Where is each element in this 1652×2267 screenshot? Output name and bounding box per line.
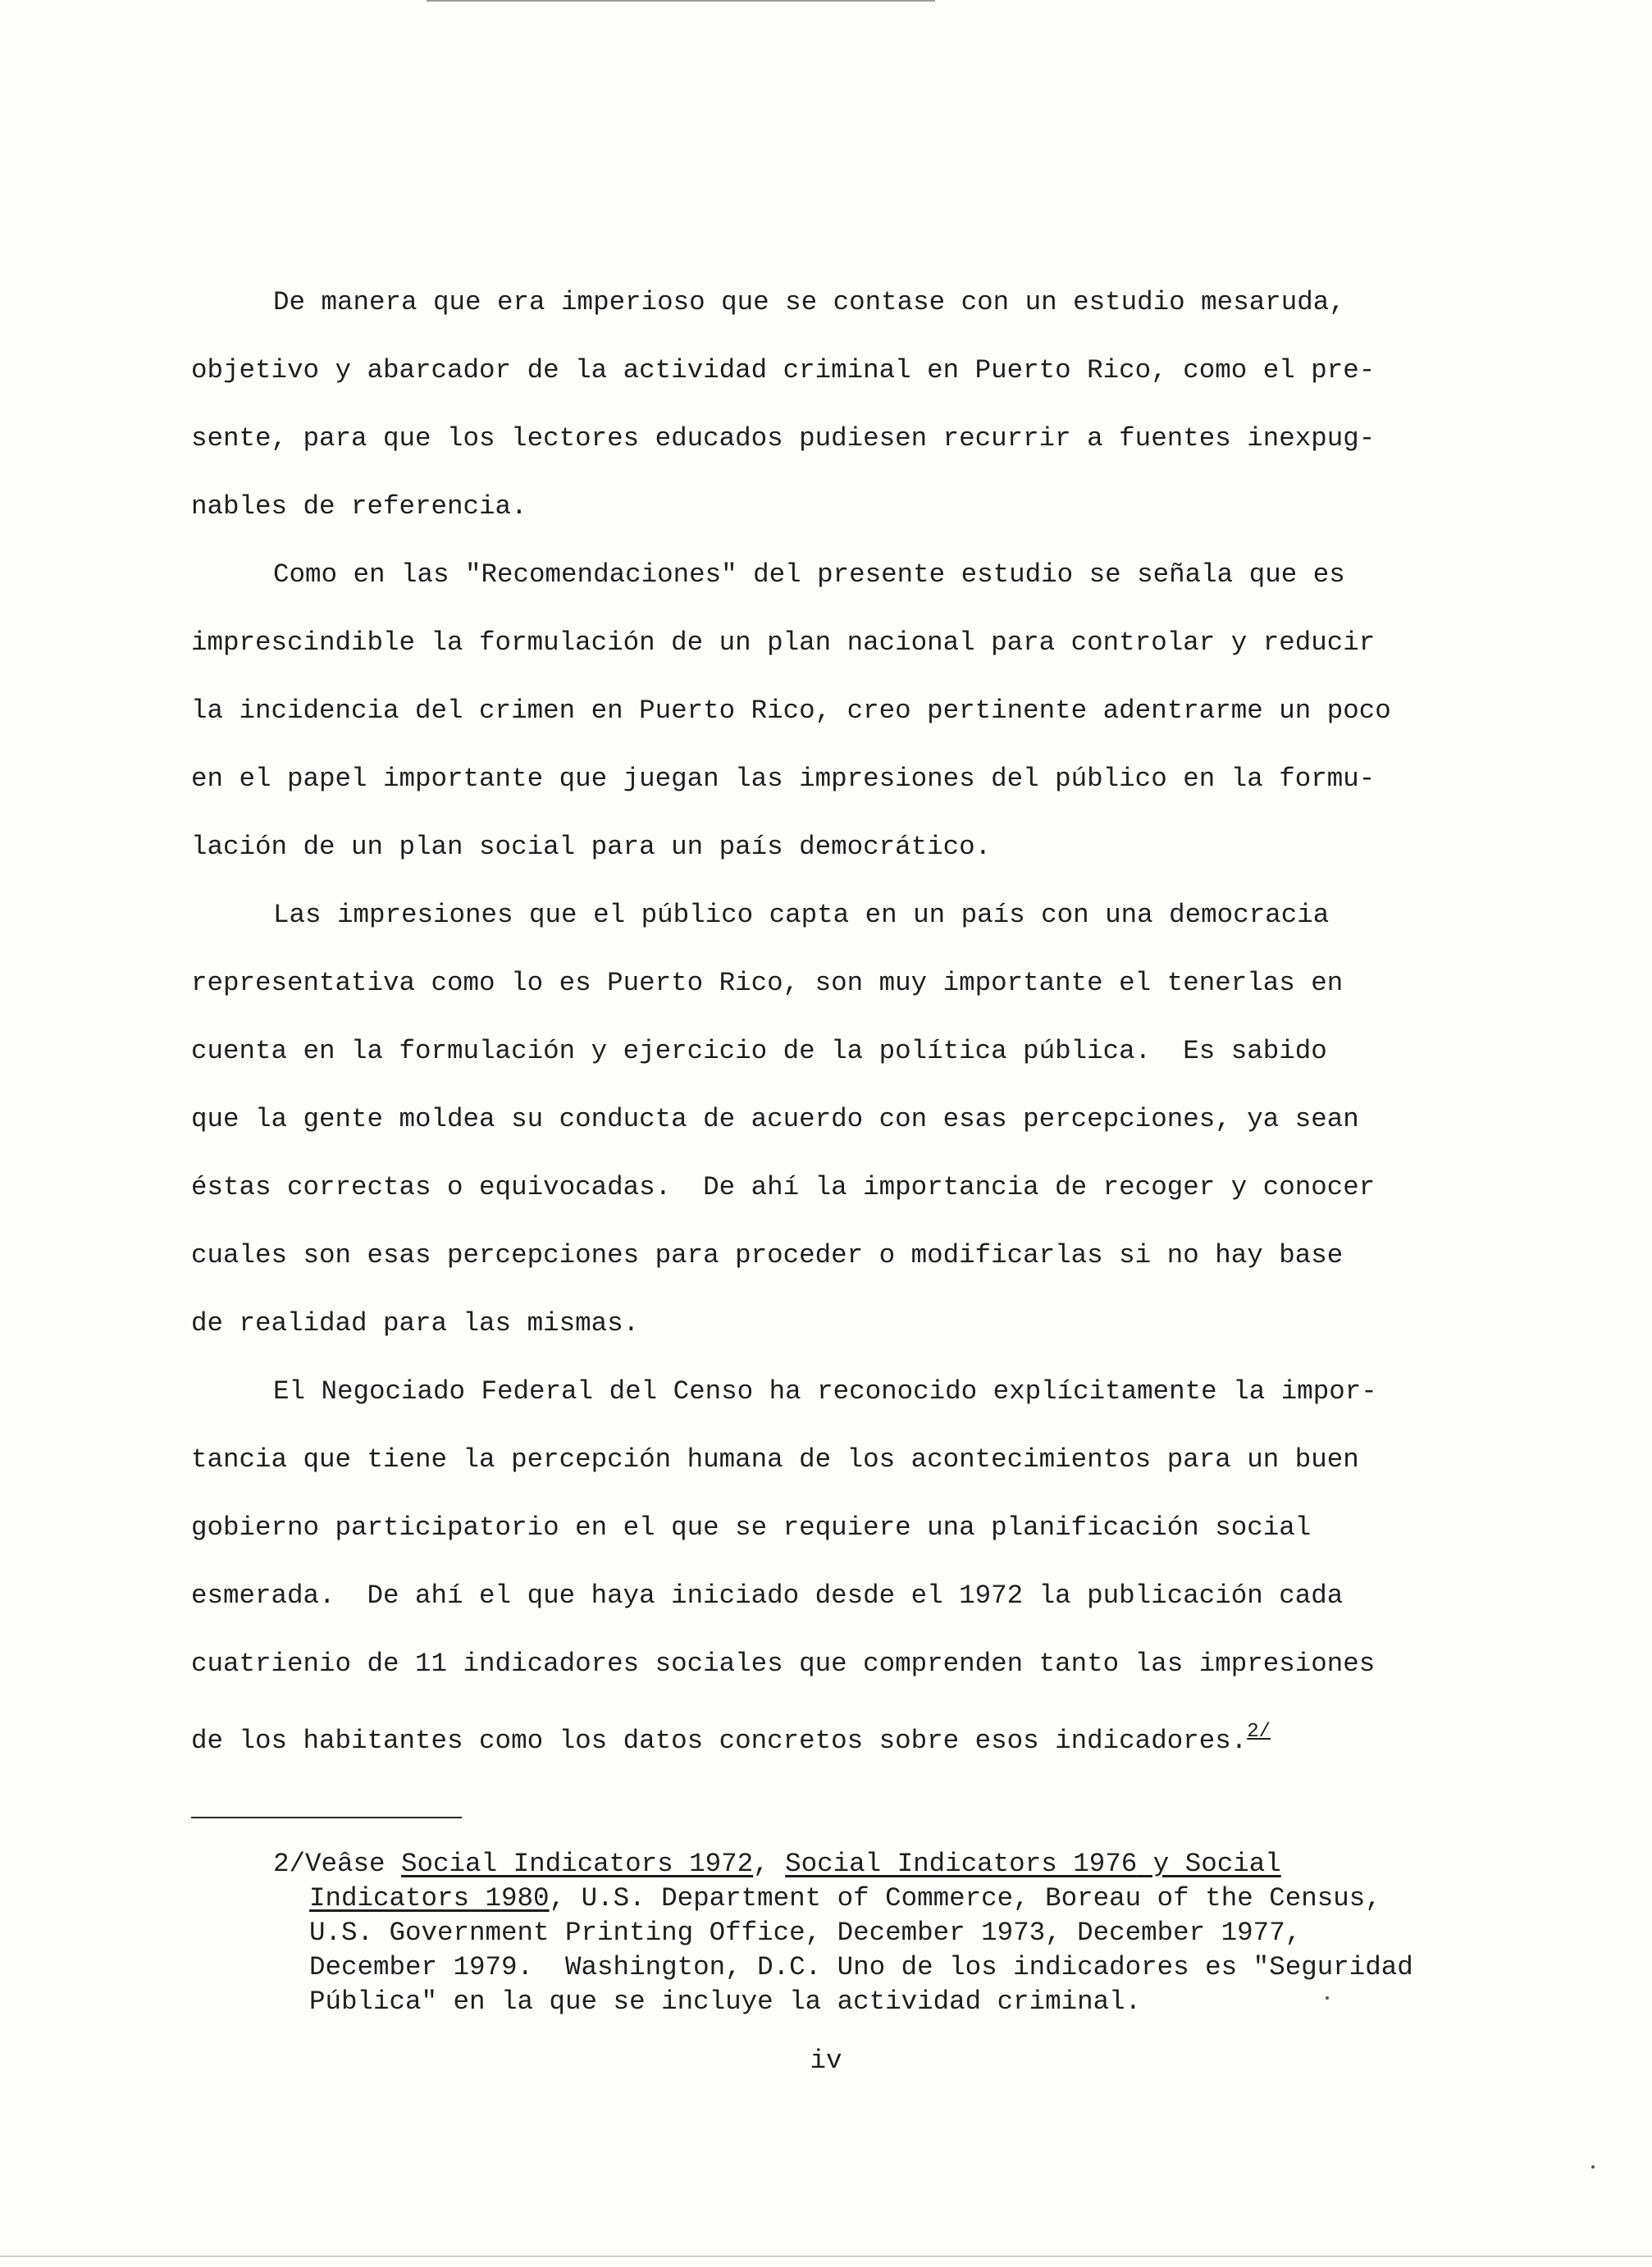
paragraph-3-line: Las impresiones que el público capta en un país con una democracia	[273, 900, 1330, 930]
body-text	[191, 279, 1438, 1777]
paragraph-1-line: objetivo y abarcador de la actividad criminal en Puerto Rico, como el pre-	[191, 355, 1376, 385]
top-edge-line	[427, 0, 935, 2]
bottom-edge-line	[0, 2256, 1652, 2257]
paragraph-2-line: Como en las "Recomendaciones" del presente estudio se señala que es	[273, 559, 1345, 590]
page-number: iv	[810, 2046, 842, 2076]
footnote-line-2: Indicators 1980, U.S. Department of Commerce, Boreau of the Census,	[309, 1883, 1381, 1913]
paragraph-1-line: nables de referencia.	[191, 491, 527, 522]
paragraph-4-line: tancia que tiene la percepción humana de los acontecimientos para un buen	[191, 1444, 1359, 1475]
paragraph-4-line: El Negociado Federal del Censo ha reconocido explícitamente la impor-	[273, 1376, 1377, 1407]
paragraph-4-line	[191, 1708, 1438, 1777]
paragraph-3-line: éstas correctas o equivocadas. De ahí la importancia de recoger y conocer	[191, 1172, 1376, 1202]
footnote-line-4: December 1979. Washington, D.C. Uno de los indicadores es "Seguridad	[309, 1952, 1413, 1982]
paragraph-4-line: cuatrienio de 11 indicadores sociales que comprenden tanto las impresiones	[191, 1649, 1376, 1679]
footnote-reference: 2/	[1247, 1721, 1271, 1743]
paragraph-3-line: de realidad para las mismas.	[191, 1308, 640, 1339]
footnote	[273, 1847, 1586, 2019]
footnote-separator	[191, 1817, 462, 1818]
paragraph-text: de los habitantes como los datos concretos sobre esos indicadores.	[191, 1726, 1248, 1756]
paragraph-4-line: esmerada. De ahí el que haya iniciado desde el 1972 la publicación cada	[191, 1581, 1344, 1611]
speck	[1326, 1996, 1329, 2000]
speck	[1591, 2165, 1595, 2169]
paragraph-3-line: cuenta en la formulación y ejercicio de la política pública. Es sabido	[191, 1036, 1327, 1066]
paragraph-3-line: cuales son esas percepciones para proceder o modificarlas si no hay base	[191, 1240, 1344, 1270]
footnote-title: Indicators 1980	[309, 1883, 550, 1913]
footnote-line-3: U.S. Government Printing Office, December 1973, December 1977,	[309, 1918, 1302, 1948]
footnote-line-1: 2/Veâse Social Indicators 1972, Social Indicators 1976 y Social	[273, 1849, 1281, 1879]
paragraph-1-line: sente, para que los lectores educados pudiesen recurrir a fuentes inexpug-	[191, 423, 1376, 454]
paragraph-2-line: imprescindible la formulación de un plan nacional para controlar y reducir	[191, 627, 1376, 658]
footnote-marker: 2/	[273, 1849, 306, 1879]
paragraph-2-line: lación de un plan social para un país democrático.	[191, 832, 992, 862]
paragraph-4-line: gobierno participatorio en el que se requiere una planificación social	[191, 1512, 1312, 1543]
footnote-title: Social Indicators 1972	[401, 1849, 754, 1879]
paragraph-2-line: en el papel importante que juegan las impresiones del público en la formu-	[191, 764, 1376, 794]
footnote-line-5: Pública" en la que se incluye la actividad criminal.	[309, 1986, 1142, 2017]
paragraph-2-line: la incidencia del crimen en Puerto Rico, creo pertinente adentrarme un poco	[191, 696, 1391, 726]
paragraph-3-line: representativa como lo es Puerto Rico, son muy importante el tenerlas en	[191, 968, 1344, 998]
paragraph-3-line: que la gente moldea su conducta de acuerdo con esas percepciones, ya sean	[191, 1104, 1359, 1134]
footnote-title: Social Indicators 1976	[785, 1849, 1138, 1879]
paragraph-1-line: De manera que era imperioso que se contase con un estudio mesaruda,	[273, 287, 1345, 317]
